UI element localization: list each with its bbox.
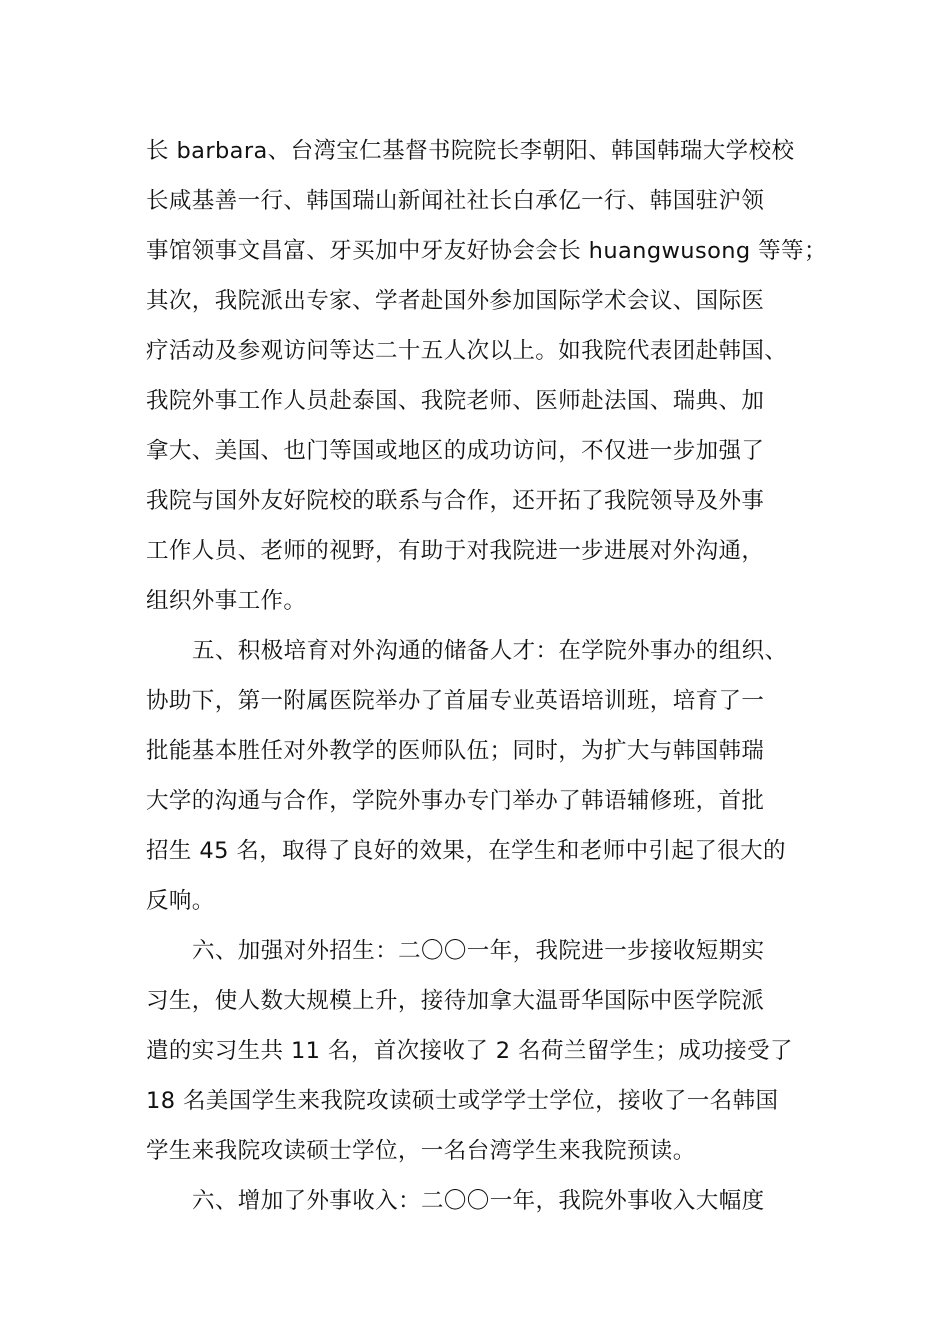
text-line: 疗活动及参观访问等达二十五人次以上。如我院代表团赴韩国、	[146, 338, 788, 364]
text-line: 事馆领事文昌富、牙买加中牙友好协会会长 huangwusong 等等；	[146, 238, 827, 264]
text-line: 协助下，第一附属医院举办了首届专业英语培训班，培育了一	[146, 688, 765, 714]
text-line: 遣的实习生共 11 名，首次接收了 2 名荷兰留学生；成功接受了	[146, 1038, 793, 1064]
text-line: 批能基本胜任对外教学的医师队伍；同时，为扩大与韩国韩瑞	[146, 738, 765, 764]
text-line: 招生 45 名，取得了良好的效果，在学生和老师中引起了很大的	[146, 838, 786, 864]
paragraph-start-line: 六、增加了外事收入：二〇〇一年，我院外事收入大幅度	[192, 1188, 765, 1214]
text-line: 其次，我院派出专家、学者赴国外参加国际学术会议、国际医	[146, 288, 765, 314]
text-line: 大学的沟通与合作，学院外事办专门举办了韩语辅修班，首批	[146, 788, 765, 814]
text-line: 拿大、美国、也门等国或地区的成功访问，不仅进一步加强了	[146, 438, 765, 464]
text-line: 反响。	[146, 888, 215, 914]
text-line: 我院外事工作人员赴泰国、我院老师、医师赴法国、瑞典、加	[146, 388, 765, 414]
paragraph-start-line: 五、积极培育对外沟通的储备人才：在学院外事办的组织、	[192, 638, 788, 664]
text-line: 我院与国外友好院校的联系与合作，还开拓了我院领导及外事	[146, 488, 765, 514]
text-line: 学生来我院攻读硕士学位，一名台湾学生来我院预读。	[146, 1138, 696, 1164]
text-line: 习生，使人数大规模上升，接待加拿大温哥华国际中医学院派	[146, 988, 765, 1014]
text-line: 长 barbara、台湾宝仁基督书院院长李朝阳、韩国韩瑞大学校校	[146, 138, 795, 164]
text-line: 长咸基善一行、韩国瑞山新闻社社长白承亿一行、韩国驻沪领	[146, 188, 765, 214]
text-line: 工作人员、老师的视野，有助于对我院进一步进展对外沟通，	[146, 538, 765, 564]
text-line: 18 名美国学生来我院攻读硕士或学学士学位，接收了一名韩国	[146, 1088, 779, 1114]
text-line: 组织外事工作。	[146, 588, 307, 614]
paragraph-start-line: 六、加强对外招生：二〇〇一年，我院进一步接收短期实	[192, 938, 765, 964]
